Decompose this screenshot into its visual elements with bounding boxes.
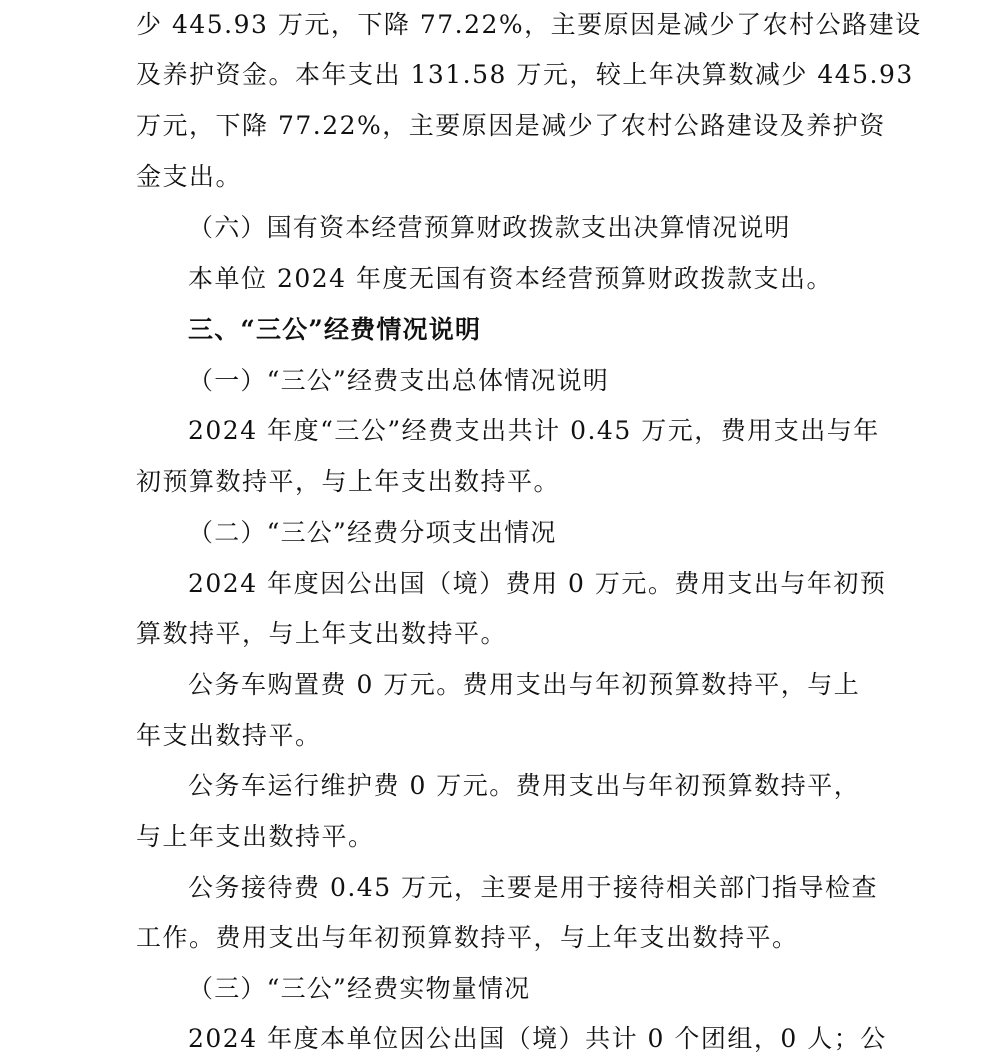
paragraph-line: 公务接待费 0.45 万元，主要是用于接待相关部门指导检查	[188, 873, 879, 902]
paragraph-line: 算数持平，与上年支出数持平。	[136, 619, 508, 648]
chapter-heading-three: 三、“三公”经费情况说明	[188, 315, 482, 344]
section-heading-1: （一）“三公”经费支出总体情况说明	[188, 366, 609, 395]
paragraph-line: 公务车购置费 0 万元。费用支出与年初预算数持平，与上	[188, 670, 861, 699]
paragraph-line: 与上年支出数持平。	[136, 822, 375, 851]
paragraph-line: 金支出。	[136, 162, 243, 191]
section-heading-6: （六）国有资本经营预算财政拨款支出决算情况说明	[188, 213, 791, 242]
section-heading-2: （二）“三公”经费分项支出情况	[188, 518, 557, 547]
paragraph-line: 本单位 2024 年度无国有资本经营预算财政拨款支出。	[188, 264, 834, 293]
paragraph-line: 及养护资金。本年支出 131.58 万元，较上年决算数减少 445.93	[136, 60, 914, 89]
paragraph-line: 万元，下降 77.22%，主要原因是减少了农村公路建设及养护资	[136, 111, 886, 140]
paragraph-line: 2024 年度因公出国（境）费用 0 万元。费用支出与年初预	[188, 569, 887, 598]
section-heading-3: （三）“三公”经费实物量情况	[188, 974, 531, 1003]
paragraph-line: 工作。费用支出与年初预算数持平，与上年支出数持平。	[136, 923, 799, 952]
paragraph-line: 公务车运行维护费 0 万元。费用支出与年初预算数持平，	[188, 771, 861, 800]
paragraph-line: 2024 年度“三公”经费支出共计 0.45 万元，费用支出与年	[188, 416, 880, 445]
paragraph-line: 少 445.93 万元，下降 77.22%，主要原因是减少了农村公路建设	[136, 10, 922, 39]
paragraph-line: 初预算数持平，与上年支出数持平。	[136, 467, 561, 496]
paragraph-line: 2024 年度本单位因公出国（境）共计 0 个团组，0 人；公	[188, 1024, 887, 1053]
paragraph-line: 年支出数持平。	[136, 721, 322, 750]
